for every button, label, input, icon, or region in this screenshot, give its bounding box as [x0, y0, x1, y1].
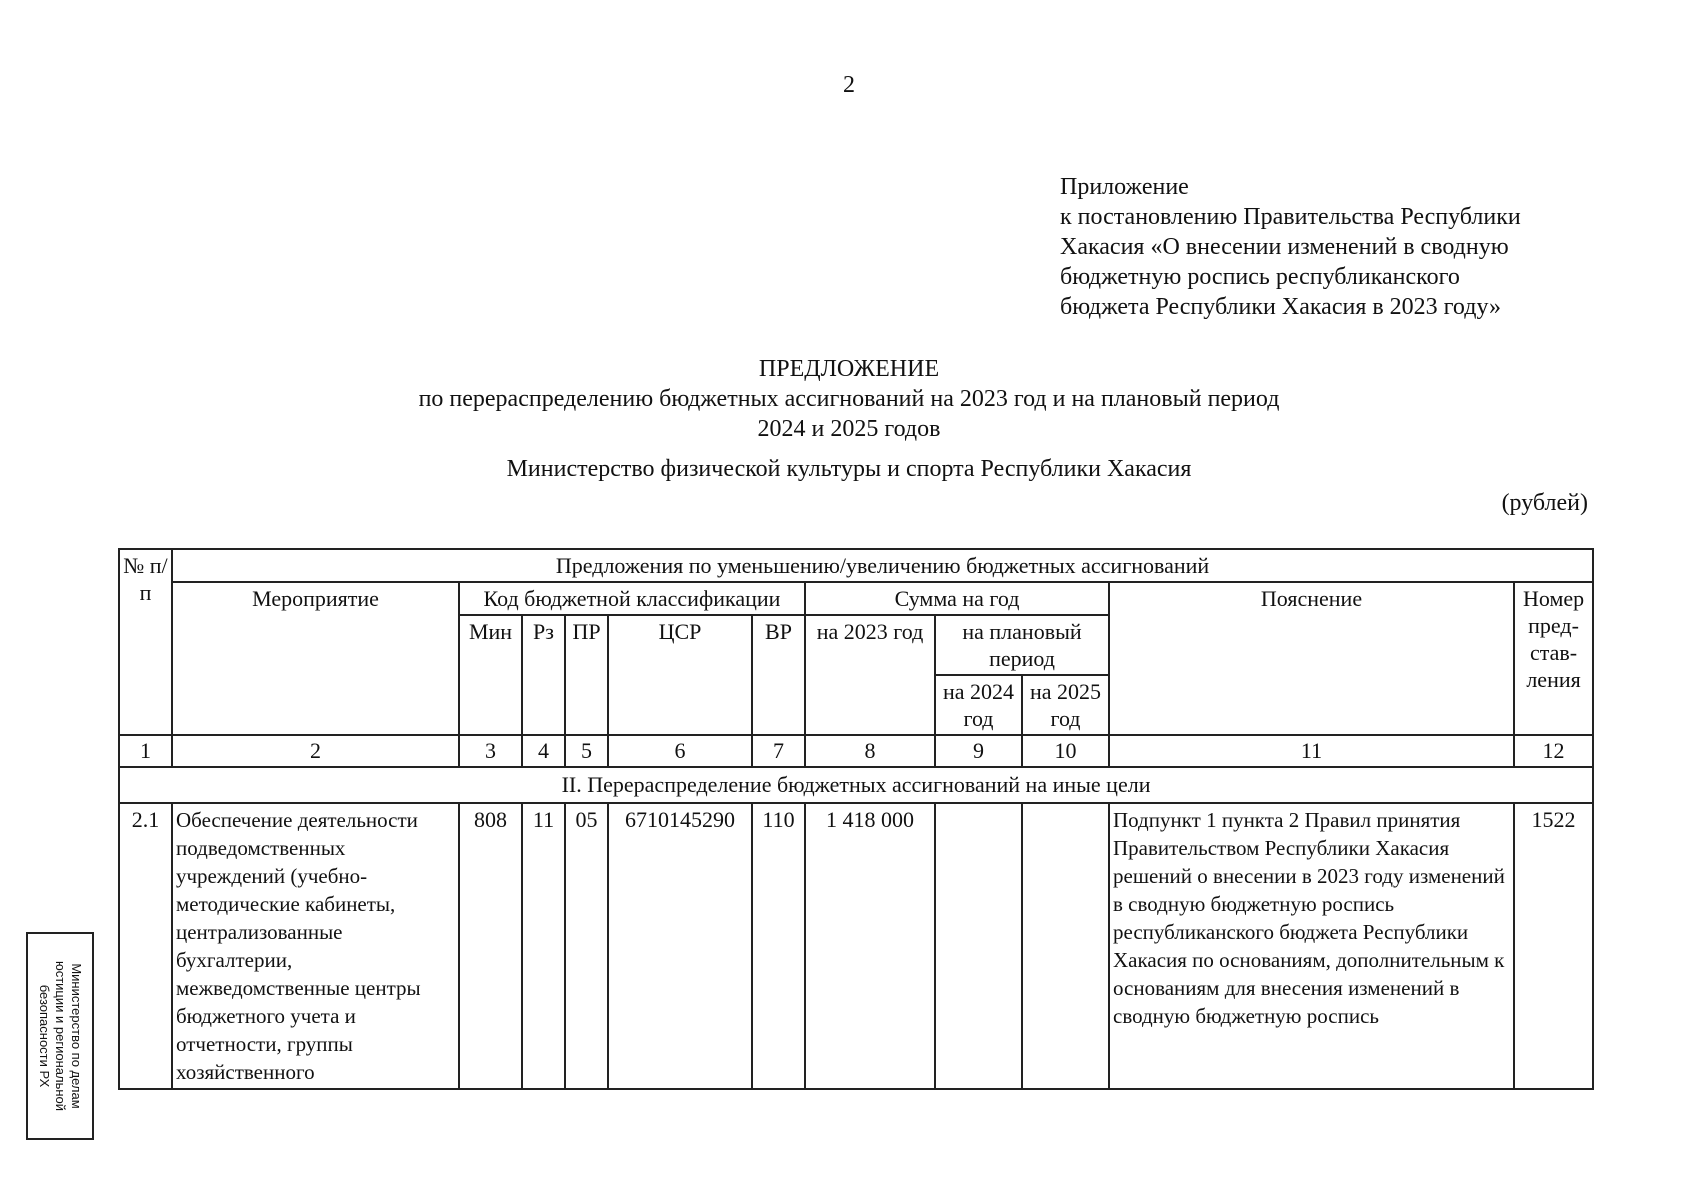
header-planned: на плановый период	[935, 615, 1109, 675]
appendix-line: Хакасия «О внесении изменений в сводную	[1060, 234, 1509, 260]
header-num: № п/п	[119, 549, 172, 735]
header-csr: ЦСР	[608, 615, 752, 735]
header-2025: на 2025 год	[1022, 675, 1109, 735]
cell-2025	[1022, 803, 1109, 1089]
cell-submission: 1522	[1514, 803, 1593, 1089]
header-sum: Сумма на год	[805, 582, 1109, 615]
section-row	[119, 767, 1593, 803]
header-submission: Номер пред-став-ления	[1514, 582, 1593, 735]
header-min: Мин	[459, 615, 522, 735]
cell-pr: 05	[565, 803, 608, 1089]
column-number: 7	[752, 735, 805, 767]
column-number-row	[119, 735, 1593, 767]
cell-min: 808	[459, 803, 522, 1089]
header-activity: Мероприятие	[172, 582, 459, 735]
cell-num: 2.1	[119, 803, 172, 1089]
header-proposals: Предложения по уменьшению/увеличению бюджетных ассигнований	[172, 549, 1593, 582]
header-pr: ПР	[565, 615, 608, 735]
document-title	[0, 354, 1698, 444]
column-number: 9	[935, 735, 1022, 767]
header-2023: на 2023 год	[805, 615, 935, 735]
title-heading: ПРЕДЛОЖЕНИЕ	[758, 356, 940, 382]
column-number: 3	[459, 735, 522, 767]
stamp-text	[36, 934, 84, 1138]
column-number: 4	[522, 735, 565, 767]
header-explanation: Пояснение	[1109, 582, 1514, 735]
header-vr: ВР	[752, 615, 805, 735]
appendix-line: бюджета Республики Хакасия в 2023 году»	[1060, 294, 1502, 320]
title-line: 2024 и 2025 годов	[757, 416, 941, 442]
stamp-line: Министерство по делам	[69, 963, 84, 1109]
column-number: 1	[119, 735, 172, 767]
cell-2024	[935, 803, 1022, 1089]
table-row	[119, 803, 1593, 1089]
header-2024: на 2024 год	[935, 675, 1022, 735]
column-number: 2	[172, 735, 459, 767]
budget-table	[118, 548, 1594, 1090]
cell-2023: 1 418 000	[805, 803, 935, 1089]
cell-vr: 110	[752, 803, 805, 1089]
cell-csr: 6710145290	[608, 803, 752, 1089]
column-number: 12	[1514, 735, 1593, 767]
cell-explanation: Подпункт 1 пункта 2 Правил принятия Правительством Республики Хакасия решений о внесении в 2023 году изменений в сводную бюджетную роспись республиканского бюджета Республики Хакасия по основаниям, дополнительным к основаниям для внесения изменений в сводную бюджетную роспись	[1109, 803, 1514, 1089]
column-number: 8	[805, 735, 935, 767]
ministry-name: Министерство физической культуры и спорта Республики Хакасия	[506, 456, 1192, 482]
header-rz: Рз	[522, 615, 565, 735]
stamp-line: безопасности РХ	[37, 984, 52, 1088]
section-title: II. Перераспределение бюджетных ассигнований на иные цели	[119, 767, 1593, 803]
cell-rz: 11	[522, 803, 565, 1089]
title-line: по перераспределению бюджетных ассигнований на 2023 год и на плановый период	[418, 386, 1280, 412]
column-number: 10	[1022, 735, 1109, 767]
units-label: (рублей)	[1501, 490, 1588, 516]
appendix-line: бюджетную роспись республиканского	[1060, 264, 1460, 290]
header-code: Код бюджетной классификации	[459, 582, 805, 615]
cell-activity: Обеспечение деятельности подведомственных учреждений (учебно-методические кабинеты, централизованные бухгалтерии, межведомственные центры бюджетного учета и отчетности, группы хозяйственного	[172, 803, 459, 1089]
column-number: 5	[565, 735, 608, 767]
column-number: 11	[1109, 735, 1514, 767]
appendix-line: к постановлению Правительства Республики	[1060, 204, 1521, 230]
page-number: 2	[843, 72, 855, 98]
column-number: 6	[608, 735, 752, 767]
appendix-line: Приложение	[1060, 174, 1189, 200]
stamp-line: юстиции и региональной	[53, 960, 68, 1112]
appendix-block	[1060, 172, 1660, 322]
registration-stamp	[26, 932, 94, 1140]
